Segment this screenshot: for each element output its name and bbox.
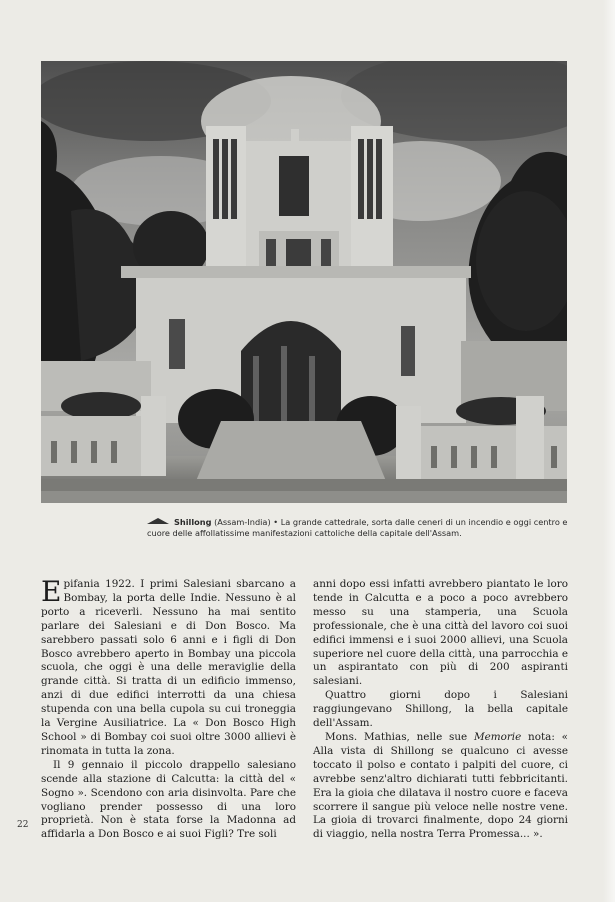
book-title: Memorie [473,730,522,743]
article-paragraph [313,731,568,842]
cathedral-photo [41,61,567,503]
caption-place: Shillong [174,517,212,527]
article-paragraph: Quattro giorni dopo i Salesiani raggiungevano Shillong, la bella capitale dell'Assam. [313,689,568,730]
article-column-left [41,575,296,842]
caption-text: La grande cattedrale, sorta dalle ceneri di un incendio e oggi centro e cuore delle affollatissime manifestazioni cattoliche della capitale dell'Assam. [147,517,568,538]
article-paragraph [41,575,296,759]
article-column-right [313,578,568,842]
article-paragraph: Il 9 gennaio il piccolo drappello salesiano scende alla stazione di Calcutta: la città del « Sogno ». Scendono con aria disinvolta. Pare che vogliano prender possesso di una loro proprietà. Non è stata forse la Madonna ad affidarla a Don Bosco e ai suoi Figli? Tre soli [41,758,296,841]
article-paragraph: anni dopo essi infatti avrebbero piantato le loro tende in Calcutta e a poco a poco avrebbero messo su una stamperia, una Scuola professionale, che è una città del lavoro coi suoi edifici immensi e i suoi 2000 allievi, una Scuola superiore nel cuore della città, una parrocchia e un aspirantato con più di 200 aspiranti salesiani. [313,578,568,688]
photo-caption [147,517,569,538]
caption-region: (Assam-India) [214,517,271,527]
paragraph-text: Mons. Mathias, nelle sue [325,730,474,743]
caption-separator: • [273,517,279,527]
paragraph-text: nota: « Alla vista di Shillong se qualcuno ci avesse toccato il polso e contato i palpiti del cuore, ci avrebbe senz'altro dichiarati tutti febbricitanti. Era la gioia che dilatava il nostro cuore e faceva scorrere il sangue più veloce nelle nostre vene. La gioia di trovarci finalmente, dopo 24 giorni di viaggio, nella nostra Terra Promessa... ». [313,730,568,841]
page-number: 22 [17,820,29,830]
page-edge [603,0,615,902]
paragraph-text: pifania 1922. I primi Salesiani sbarcano a Bombay, la porta delle Indie. Nessuno è al porto a riceverli. Nessuno ha mai sentito parlare dei Salesiani e di Don Bosco. Ma sarebbero passati solo 6 anni e i figli di Don Bosco avrebbero aperto in Bombay una piccola scuola, che oggi è una delle meraviglie della grande città. Si tratta di un edificio immenso, anzi di due edifici interrotti da una chiesa stupenda con una bella cupola su cui troneggia la Vergine Ausiliatrice. La « Don Bosco High School » di Bombay coi suoi oltre 3000 allievi è rinomata in tutta la zona. [41,578,296,757]
drop-cap: E [41,575,62,608]
triangle-icon [147,518,169,524]
